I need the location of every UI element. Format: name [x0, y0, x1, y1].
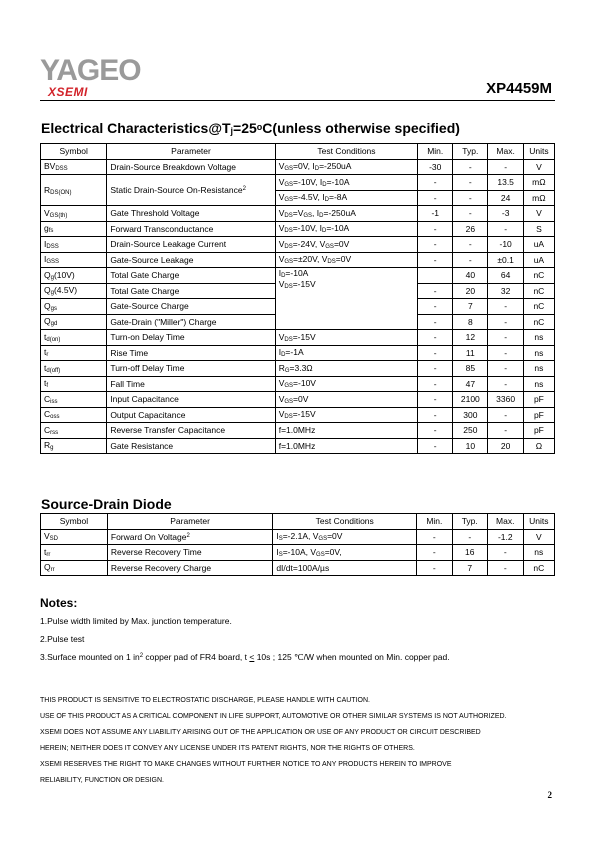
header-max: Max.: [487, 514, 523, 530]
unit-cell: uA: [523, 237, 554, 253]
max-cell: -: [488, 376, 523, 392]
symbol-cell: $C_{rss}$: [41, 423, 107, 439]
source-drain-diode-table: [40, 513, 555, 576]
typ-cell: 10: [453, 438, 488, 454]
min-cell: -: [418, 330, 453, 346]
conditions-cell: dI/dt=100A/µs: [273, 560, 417, 576]
typ-cell: 11: [453, 345, 488, 361]
header-units: Units: [523, 514, 554, 530]
header-conditions: Test Conditions: [273, 514, 417, 530]
symbol-cell: $C_{iss}$: [41, 392, 107, 408]
header-typ: Typ.: [452, 514, 487, 530]
parameter-cell: Reverse Recovery Charge: [107, 560, 272, 576]
typ-cell: -: [453, 175, 488, 191]
symbol-cell: $C_{oss}$: [41, 407, 107, 423]
max-cell: -: [488, 330, 523, 346]
unit-cell: nC: [523, 314, 554, 330]
min-cell: -1: [418, 206, 453, 222]
typ-cell: -: [453, 190, 488, 206]
header-typ: Typ.: [453, 144, 488, 160]
disclaimer-line: THIS PRODUCT IS SENSITIVE TO ELECTROSTATIC DISCHARGE, PLEASE HANDLE WITH CAUTION.: [40, 697, 370, 704]
symbol-cell: $Q_g(4.5V)$: [41, 283, 107, 299]
min-cell: -: [418, 345, 453, 361]
parameter-cell: Turn-on Delay Time: [107, 330, 275, 346]
unit-cell: V: [523, 206, 554, 222]
parameter-cell: Gate-Source Charge: [107, 299, 275, 315]
unit-cell: ns: [523, 361, 554, 377]
unit-cell: ns: [523, 545, 554, 561]
max-cell: -: [488, 299, 523, 315]
min-cell: -: [417, 529, 452, 545]
min-cell: -: [418, 299, 453, 315]
table-row: [41, 376, 555, 392]
min-cell: -: [417, 545, 452, 561]
symbol-cell: $t_r$: [41, 345, 107, 361]
table-row: [41, 361, 555, 377]
unit-cell: mΩ: [523, 190, 554, 206]
parameter-cell: Drain-Source Breakdown Voltage: [107, 159, 275, 175]
typ-cell: 2100: [453, 392, 488, 408]
symbol-cell: $g_{fs}$: [41, 221, 107, 237]
parameter-cell: Total Gate Charge: [107, 283, 275, 299]
symbol-cell: $Q_{rr}$: [41, 560, 108, 576]
typ-cell: 7: [453, 299, 488, 315]
unit-cell: uA: [523, 252, 554, 268]
unit-cell: nC: [523, 299, 554, 315]
max-cell: -: [487, 545, 523, 561]
table-row: [41, 159, 555, 175]
conditions-cell: f=1.0MHz: [275, 423, 418, 439]
conditions-cell: $I_D=-1A$: [275, 345, 418, 361]
min-cell: -: [418, 252, 453, 268]
min-cell: -: [418, 376, 453, 392]
symbol-cell: $R_{DS(ON)}$: [41, 175, 107, 206]
conditions-cell: $V_{GS}=-10V$, $I_D=-10A$: [275, 175, 418, 191]
table-row: [41, 560, 555, 576]
parameter-cell: Fall Time: [107, 376, 275, 392]
typ-cell: 8: [453, 314, 488, 330]
conditions-cell: $V_{GS}=-4.5V$, $I_D=-8A$: [275, 190, 418, 206]
conditions-cell: $V_{DS}=-15V$: [275, 407, 418, 423]
unit-cell: nC: [523, 283, 554, 299]
parameter-cell: Rise Time: [107, 345, 275, 361]
table-header-row: [41, 514, 555, 530]
parameter-cell: Input Capacitance: [107, 392, 275, 408]
parameter-cell: Total Gate Charge: [107, 268, 275, 284]
symbol-cell: $BV_{DSS}$: [41, 159, 107, 175]
symbol-cell: $R_g$: [41, 438, 107, 454]
typ-cell: -: [452, 529, 487, 545]
typ-cell: 16: [452, 545, 487, 561]
typ-cell: -: [453, 252, 488, 268]
min-cell: [418, 268, 453, 284]
conditions-cell: $R_G=3.3\Omega$: [275, 361, 418, 377]
min-cell: -: [418, 407, 453, 423]
conditions-cell: $V_{DS}=-24V$, $V_{GS}=0V$: [275, 237, 418, 253]
symbol-cell: $V_{SD}$: [41, 529, 108, 545]
unit-cell: pF: [523, 423, 554, 439]
disclaimer-line: RELIABILITY, FUNCTION OR DESIGN.: [40, 777, 164, 784]
table-row: [41, 529, 555, 545]
table-row: [41, 423, 555, 439]
max-cell: 32: [488, 283, 523, 299]
symbol-cell: $Q_{gs}$: [41, 299, 107, 315]
min-cell: -30: [418, 159, 453, 175]
min-cell: -: [418, 283, 453, 299]
section-title-electrical: Electrical $Characteristics@T_j=25^oC(unless$ otherwise specified): [41, 120, 460, 136]
typ-cell: 85: [453, 361, 488, 377]
header-parameter: Parameter: [107, 144, 275, 160]
min-cell: -: [418, 237, 453, 253]
parameter-cell: Output Capacitance: [107, 407, 275, 423]
unit-cell: S: [523, 221, 554, 237]
symbol-cell: $t_{d(off)}$: [41, 361, 107, 377]
table-row: [41, 345, 555, 361]
parameter-cell: Drain-Source Leakage Current: [107, 237, 275, 253]
typ-cell: -: [453, 206, 488, 222]
header-symbol: Symbol: [41, 514, 108, 530]
typ-cell: 7: [452, 560, 487, 576]
typ-cell: 20: [453, 283, 488, 299]
disclaimer-line: USE OF THIS PRODUCT AS A CRITICAL COMPONENT IN LIFE SUPPORT, AUTOMOTIVE OR OTHER SIMILAR SYSTEMS IS NOT AUTHORIZED.: [40, 713, 507, 720]
min-cell: -: [418, 221, 453, 237]
symbol-cell: $t_f$: [41, 376, 107, 392]
notes-section: [40, 596, 450, 671]
header-max: Max.: [488, 144, 523, 160]
min-cell: -: [418, 392, 453, 408]
max-cell: ±0.1: [488, 252, 523, 268]
unit-cell: mΩ: [523, 175, 554, 191]
page-number: 2: [547, 790, 552, 800]
typ-cell: 12: [453, 330, 488, 346]
note-1: 1.Pulse width limited by Max. junction temperature.: [40, 616, 232, 626]
parameter-cell: Forward On Voltage$^2$: [107, 529, 272, 545]
max-cell: -: [488, 407, 523, 423]
unit-cell: pF: [523, 392, 554, 408]
min-cell: -: [418, 423, 453, 439]
table-row: [41, 252, 555, 268]
part-number: XP4459M: [486, 80, 552, 97]
parameter-cell: Gate Threshold Voltage: [107, 206, 275, 222]
min-cell: -: [418, 361, 453, 377]
typ-cell: -: [453, 237, 488, 253]
max-cell: 13.5: [488, 175, 523, 191]
disclaimer-line: HEREIN; NEITHER DOES IT CONVEY ANY LICENSE UNDER ITS PATENT RIGHTS, NOR THE RIGHTS OF OTHERS.: [40, 745, 415, 752]
unit-cell: nC: [523, 268, 554, 284]
parameter-cell: Reverse Recovery Time: [107, 545, 272, 561]
symbol-cell: $Q_g(10V)$: [41, 268, 107, 284]
symbol-cell: $t_{rr}$: [41, 545, 108, 561]
max-cell: 64: [488, 268, 523, 284]
conditions-cell: $V_{DS}=-10V$, $I_D=-10A$: [275, 221, 418, 237]
conditions-cell: $I_S=-2.1A$, $V_{GS}=0V$: [273, 529, 417, 545]
max-cell: -10: [488, 237, 523, 253]
electrical-characteristics-table: [40, 143, 555, 454]
parameter-cell: Gate Resistance: [107, 438, 275, 454]
disclaimer: [40, 693, 560, 789]
max-cell: -: [488, 314, 523, 330]
min-cell: -: [418, 190, 453, 206]
unit-cell: ns: [523, 345, 554, 361]
table-header-row: [41, 144, 555, 160]
conditions-cell: $I_S=-10A$, $V_{GS}=0V$,: [273, 545, 417, 561]
max-cell: -1.2: [487, 529, 523, 545]
header-symbol: Symbol: [41, 144, 107, 160]
header-parameter: Parameter: [107, 514, 272, 530]
header-conditions: Test Conditions: [275, 144, 418, 160]
logo-subbrand: XSEMI: [48, 85, 88, 99]
min-cell: -: [418, 438, 453, 454]
header-units: Units: [523, 144, 554, 160]
logo-wordmark: YAGEO: [40, 54, 141, 87]
typ-cell: -: [453, 159, 488, 175]
max-cell: -: [488, 159, 523, 175]
max-cell: -: [488, 345, 523, 361]
symbol-cell: $I_{GSS}$: [41, 252, 107, 268]
notes-title: Notes:: [40, 596, 78, 610]
conditions-cell: $V_{DS}=V_{GS}$, $I_D=-250uA$: [275, 206, 418, 222]
conditions-cell: $V_{GS}=0V$: [275, 392, 418, 408]
parameter-cell: Turn-off Delay Time: [107, 361, 275, 377]
min-cell: -: [418, 175, 453, 191]
min-cell: -: [418, 314, 453, 330]
symbol-cell: $t_{d(on)}$: [41, 330, 107, 346]
table-row: [41, 175, 555, 191]
yageo-logo: [40, 56, 141, 98]
table-row: [41, 438, 555, 454]
parameter-cell: Forward Transconductance: [107, 221, 275, 237]
max-cell: 24: [488, 190, 523, 206]
unit-cell: ns: [523, 376, 554, 392]
max-cell: -: [488, 221, 523, 237]
symbol-cell: $I_{DSS}$: [41, 237, 107, 253]
note-3: 3.Surface mounted on 1 $in^2$ copper pad of FR4 board, t < 10s ; 125 ℃/W when mounted on Min. copper pad.: [40, 652, 450, 662]
note-2: 2.Pulse test: [40, 634, 85, 644]
max-cell: -: [488, 423, 523, 439]
unit-cell: Ω: [523, 438, 554, 454]
table-row: [41, 545, 555, 561]
table-row: [41, 407, 555, 423]
table-row: [41, 268, 555, 284]
table-row: [41, 237, 555, 253]
typ-cell: 47: [453, 376, 488, 392]
table-row: [41, 221, 555, 237]
unit-cell: ns: [523, 330, 554, 346]
min-cell: -: [417, 560, 452, 576]
table-row: [41, 392, 555, 408]
table-row: [41, 206, 555, 222]
section-title-diode: Source-Drain Diode: [41, 496, 172, 512]
parameter-cell: Reverse Transfer Capacitance: [107, 423, 275, 439]
symbol-cell: $Q_{gd}$: [41, 314, 107, 330]
symbol-cell: $V_{GS(th)}$: [41, 206, 107, 222]
max-cell: 20: [488, 438, 523, 454]
conditions-cell: f=1.0MHz: [275, 438, 418, 454]
parameter-cell: Static Drain-Source On-Resistance$^2$: [107, 175, 275, 206]
parameter-cell: Gate-Source Leakage: [107, 252, 275, 268]
conditions-cell: $V_{GS}=0V$, $I_D=-250uA$: [275, 159, 418, 175]
disclaimer-line: XSEMI DOES NOT ASSUME ANY LIABILITY ARISING OUT OF THE APPLICATION OR USE OF ANY PRODUCT OR CIRCUIT DESCRIBED: [40, 729, 481, 736]
max-cell: 3360: [488, 392, 523, 408]
header-min: Min.: [417, 514, 452, 530]
conditions-cell: $V_{GS}=-10V$: [275, 376, 418, 392]
typ-cell: 300: [453, 407, 488, 423]
typ-cell: 26: [453, 221, 488, 237]
unit-cell: nC: [523, 560, 554, 576]
disclaimer-line: XSEMI RESERVES THE RIGHT TO MAKE CHANGES WITHOUT FURTHER NOTICE TO ANY PRODUCTS HEREIN TO IMPROVE: [40, 761, 452, 768]
conditions-cell: $V_{GS}=\pm 20V$, $V_{DS}=0V$: [275, 252, 418, 268]
max-cell: -3: [488, 206, 523, 222]
typ-cell: 250: [453, 423, 488, 439]
unit-cell: V: [523, 159, 554, 175]
conditions-cell: $V_{DS}=-15V$: [275, 330, 418, 346]
header-min: Min.: [418, 144, 453, 160]
unit-cell: V: [523, 529, 554, 545]
parameter-cell: Gate-Drain ("Miller") Charge: [107, 314, 275, 330]
table-row: [41, 330, 555, 346]
max-cell: -: [487, 560, 523, 576]
conditions-cell: $I_D=-10A$ $V_{DS}=-15V$: [275, 268, 418, 330]
typ-cell: 40: [453, 268, 488, 284]
max-cell: -: [488, 361, 523, 377]
header-rule: [40, 100, 555, 101]
unit-cell: pF: [523, 407, 554, 423]
